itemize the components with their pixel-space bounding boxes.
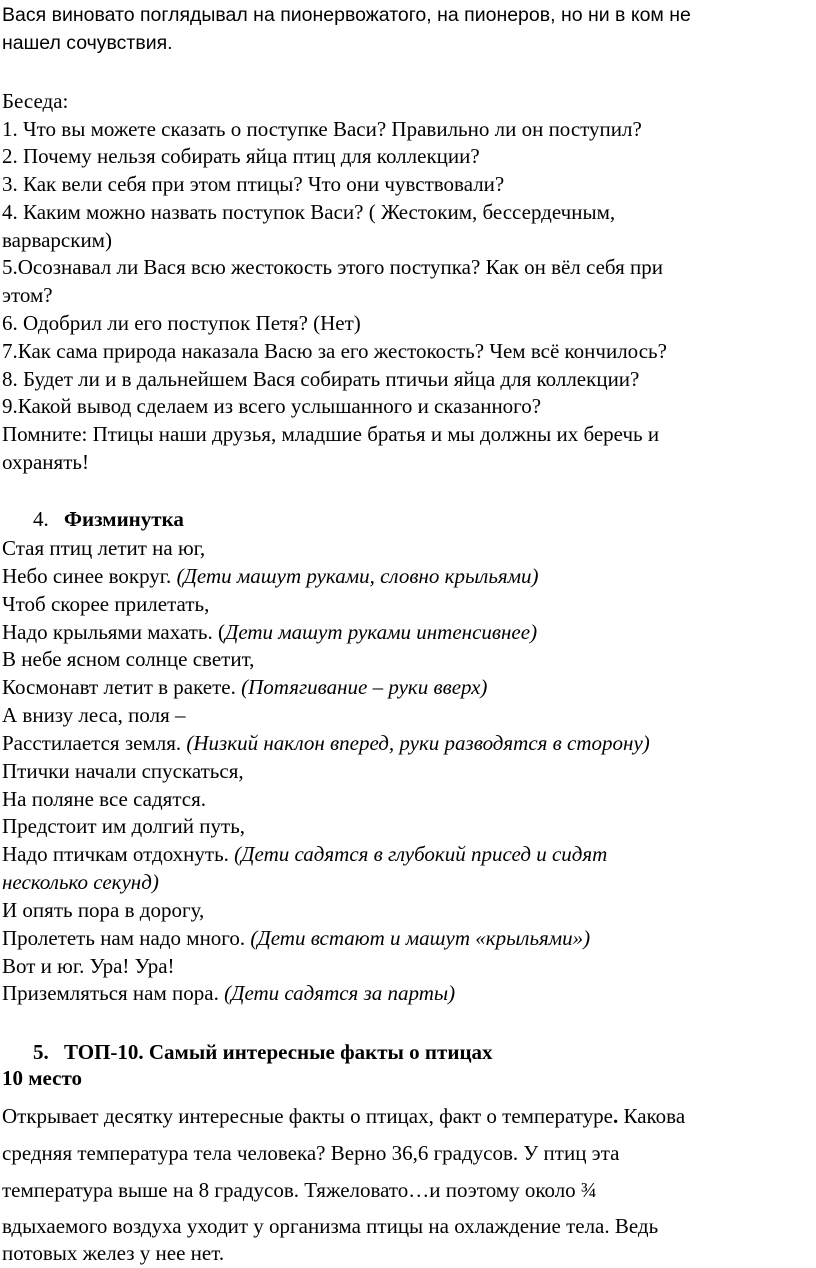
top10-place: 10 место <box>2 1066 82 1090</box>
top10-title: ТОП-10. Самый интересные факты о птицах <box>64 1040 493 1064</box>
poem-line: Надо птичкам отдохнуть. (Дети садятся в глубокий присед и сидят <box>2 842 608 866</box>
beseda-title: Беседа: <box>2 89 69 113</box>
beseda-line: этом? <box>2 283 53 307</box>
poem-note: (Дети встают и машут «крыльями») <box>250 926 591 950</box>
poem-note: (Потягивание – руки вверх) <box>241 675 488 699</box>
beseda-line: 4. Каким можно назвать поступок Васи? ( Жестоким, бессердечным, <box>2 200 616 224</box>
poem-note: (Низкий наклон вперед, руки разводятся в сторону) <box>186 731 650 755</box>
poem-note: несколько секунд) <box>2 870 159 894</box>
poem-line: Предстоит им долгий путь, <box>2 814 246 838</box>
poem-line: На поляне все садятся. <box>2 787 206 811</box>
poem-line: Птички начали спускаться, <box>2 759 244 783</box>
poem-note: Дети машут руками интенсивнее) <box>224 620 538 644</box>
paragraph-line: температура выше на 8 градусов. Тяжеловато…и поэтому около ¾ <box>2 1178 597 1202</box>
poem-line: Вот и юг. Ура! Ура! <box>2 954 175 978</box>
beseda-line: 1. Что вы можете сказать о поступке Васи? Правильно ли он поступил? <box>2 117 642 141</box>
poem-line: Надо крыльями махать. (Дети машут руками интенсивнее) <box>2 620 538 644</box>
paragraph-line: вдыхаемого воздуха уходит у организма птицы на охлаждение тела. Ведь <box>2 1214 659 1238</box>
top10-number: 5. <box>33 1040 49 1064</box>
poem-line: Пролететь нам надо много. (Дети встают и машут «крыльями») <box>2 926 591 950</box>
beseda-line: 9.Какой вывод сделаем из всего услышанного и сказанного? <box>2 394 542 418</box>
poem-note: (Дети садятся в глубокий присед и сидят <box>234 842 608 866</box>
poem-line: А внизу леса, поля – <box>2 703 186 727</box>
beseda-line: 5.Осознавал ли Вася всю жестокость этого поступка? Как он вёл себя при <box>2 255 663 279</box>
top10-heading <box>33 1039 493 1065</box>
poem-line: Расстилается земля. (Низкий наклон вперед, руки разводятся в сторону) <box>2 731 650 755</box>
poem-note: (Дети машут руками, словно крыльями) <box>176 564 539 588</box>
beseda-line: 2. Почему нельзя собирать яйца птиц для коллекции? <box>2 144 480 168</box>
paragraph-line: Открывает десятку интересные факты о птицах, факт о температуре. Какова <box>2 1104 686 1128</box>
poem-line: В небе ясном солнце светит, <box>2 647 255 671</box>
beseda-line: 7.Как сама природа наказала Васю за его жестокость? Чем всё кончилось? <box>2 339 667 363</box>
paragraph-line: потовых желез у нее нет. <box>2 1241 225 1265</box>
poem-line: Небо синее вокруг. (Дети машут руками, словно крыльями) <box>2 564 539 588</box>
poem-line: Чтоб скорее прилетать, <box>2 592 210 616</box>
poem-line: И опять пора в дорогу, <box>2 898 205 922</box>
beseda-line: охранять! <box>2 450 89 474</box>
beseda-line: 8. Будет ли и в дальнейшем Вася собирать птичьи яйца для коллекции? <box>2 367 640 391</box>
fizminutka-title: Физминутка <box>64 507 184 531</box>
beseda-line: 3. Как вели себя при этом птицы? Что они чувствовали? <box>2 172 505 196</box>
beseda-line: 6. Одобрил ли его поступок Петя? (Нет) <box>2 311 361 335</box>
poem-line: Приземляться нам пора. (Дети садятся за парты) <box>2 981 456 1005</box>
beseda-line: варварским) <box>2 228 112 252</box>
poem-line <box>2 869 159 895</box>
poem-line: Космонавт летит в ракете. (Потягивание – руки вверх) <box>2 675 488 699</box>
fizminutka-heading <box>33 506 184 532</box>
fizminutka-number: 4. <box>33 507 49 531</box>
poem-note: (Дети садятся за парты) <box>224 981 456 1005</box>
paragraph-line: средняя температура тела человека? Верно 36,6 градусов. У птиц эта <box>2 1141 620 1165</box>
intro-line-2: нашел сочувствия. <box>2 32 173 54</box>
intro-line-1: Вася виновато поглядывал на пионервожатого, на пионеров, но ни в ком не <box>2 4 691 26</box>
beseda-line: Помните: Птицы наши друзья, младшие братья и мы должны их беречь и <box>2 422 660 446</box>
poem-line: Стая птиц летит на юг, <box>2 536 206 560</box>
